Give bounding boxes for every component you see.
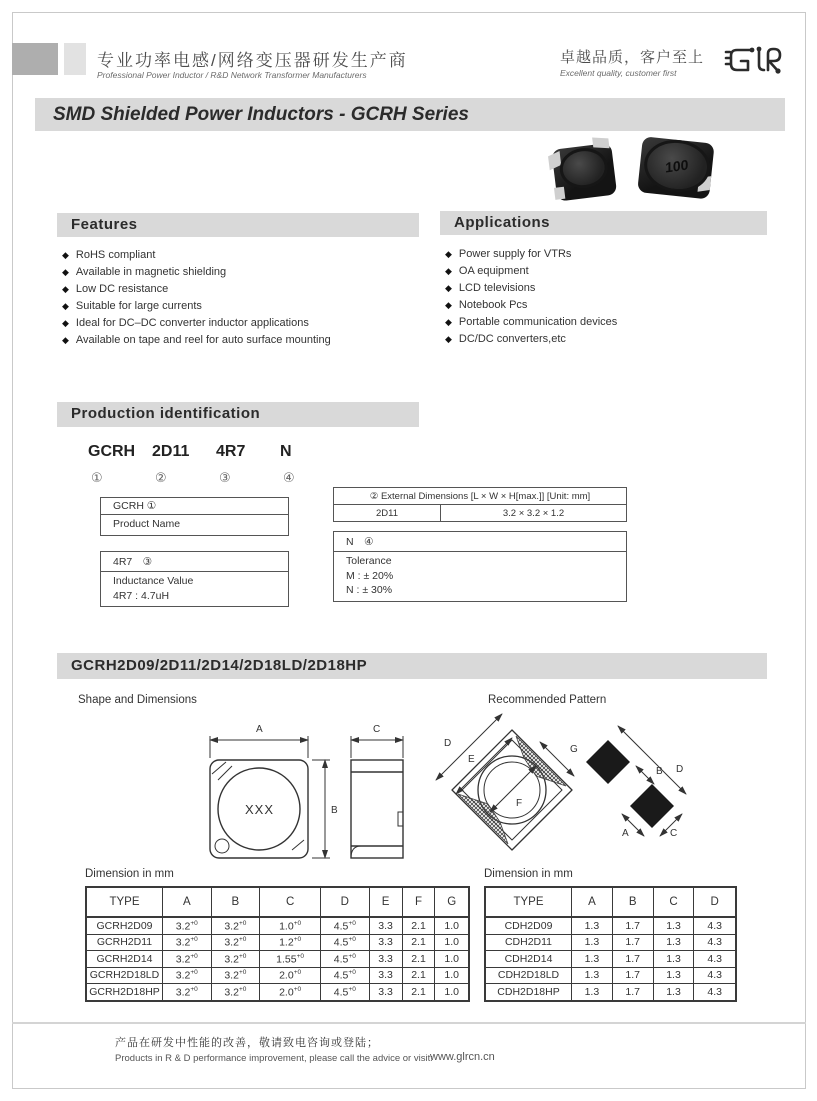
dim-label-c: C xyxy=(373,724,381,735)
dim-label-d: D xyxy=(444,738,452,749)
table-cell: 3.3 xyxy=(369,967,402,984)
diamond-bullet-icon: ◆ xyxy=(445,249,452,259)
table-cell: GCRH2D14 xyxy=(86,951,163,968)
page-title: SMD Shielded Power Inductors - GCRH Series xyxy=(53,104,469,125)
table-cell: $2.0^{+0}$ xyxy=(260,984,321,1001)
table-cell: GCRH2D18LD xyxy=(86,967,163,984)
table-cell: CDH2D18HP xyxy=(485,984,572,1001)
table-cell: $1.55^{+0}$ xyxy=(260,951,321,968)
pattern-label-a: A xyxy=(622,828,629,839)
table-cell: 4.3 xyxy=(694,917,736,934)
column-header: E xyxy=(369,887,402,917)
list-item-text: Notebook Pcs xyxy=(458,299,528,311)
code-part-text: 2D11 xyxy=(152,443,190,460)
table-row xyxy=(86,967,469,984)
table-row xyxy=(86,934,469,951)
product-photo-left xyxy=(546,134,623,206)
footer-note-cn: 产品在研发中性能的改善，敬请致电咨询或登陆； xyxy=(115,1037,379,1049)
inductor-marking: 100 xyxy=(665,156,689,176)
recommended-pattern-label: Recommended Pattern xyxy=(488,694,607,706)
table-cell: 1.0 xyxy=(435,967,469,984)
pattern-label-b: B xyxy=(656,766,663,777)
column-header: D xyxy=(694,887,736,917)
company-name-en: Professional Power Inductor / R&D Network Transformer Manufacturers xyxy=(97,70,367,80)
glr-logo-icon xyxy=(722,40,784,86)
table-cell: 3.3 xyxy=(369,934,402,951)
table-cell: $3.2^{+0}$ xyxy=(163,934,212,951)
table-cell: 1.0 xyxy=(435,934,469,951)
list-item xyxy=(445,297,617,314)
table-cell: $3.2^{+0}$ xyxy=(163,984,212,1001)
list-item xyxy=(445,314,617,331)
table-row xyxy=(86,984,469,1001)
table-cell: 1.3 xyxy=(653,984,694,1001)
diamond-bullet-icon: ◆ xyxy=(62,267,69,277)
recommended-pattern-diagram xyxy=(556,702,731,870)
table-cell: 4.3 xyxy=(694,984,736,1001)
column-header: F xyxy=(402,887,435,917)
series-heading: GCRH2D09/2D11/2D14/2D18LD/2D18HP xyxy=(71,657,368,674)
table-cell: 4.3 xyxy=(694,967,736,984)
diamond-bullet-icon: ◆ xyxy=(445,317,452,327)
tolerance-line3: N : ± 30% xyxy=(346,584,393,596)
inductance-box-line1: Inductance Value xyxy=(113,575,194,587)
shape-dimensions-label: Shape and Dimensions xyxy=(78,694,197,706)
table-cell: $1.2^{+0}$ xyxy=(260,934,321,951)
table-cell: $4.5^{+0}$ xyxy=(321,984,370,1001)
table-cell: $3.2^{+0}$ xyxy=(211,917,260,934)
applications-list xyxy=(445,246,617,348)
list-item-text: Available on tape and reel for auto surface mounting xyxy=(75,334,331,346)
list-item-text: OA equipment xyxy=(458,265,529,277)
code-part-text: GCRH xyxy=(88,443,136,460)
features-list xyxy=(62,247,331,349)
marking-placeholder: XXX xyxy=(245,802,275,817)
external-dimensions-value: 3.2 × 3.2 × 1.2 xyxy=(502,507,565,519)
column-header: C xyxy=(260,887,321,917)
column-header: D xyxy=(321,887,370,917)
table-row xyxy=(485,951,736,968)
list-item-text: DC/DC converters,etc xyxy=(458,333,566,345)
external-dimensions-code: 2D11 xyxy=(334,505,441,521)
inductance-box-title: 4R7 ③ xyxy=(101,552,288,572)
table-cell: 1.0 xyxy=(435,984,469,1001)
table-cell: 1.3 xyxy=(572,934,613,951)
slogan-cn: 卓越品质，客户至上 xyxy=(560,49,705,66)
list-item xyxy=(62,332,331,349)
tolerance-box-title: N ④ xyxy=(334,532,626,552)
table-cell: 1.7 xyxy=(612,917,653,934)
diamond-bullet-icon: ◆ xyxy=(62,284,69,294)
series-heading-bar xyxy=(57,653,767,679)
table-cell: 1.0 xyxy=(435,951,469,968)
code-part-text: N xyxy=(280,443,292,460)
header-row xyxy=(485,887,736,917)
table-cell: 2.1 xyxy=(402,917,435,934)
list-item-text: Ideal for DC–DC converter inductor applications xyxy=(75,317,309,329)
list-item-text: Portable communication devices xyxy=(458,316,618,328)
table-cell: $1.0^{+0}$ xyxy=(260,917,321,934)
table-row xyxy=(86,917,469,934)
code-part xyxy=(280,443,344,486)
production-id-heading-bar xyxy=(57,402,419,427)
table-cell: 1.7 xyxy=(612,984,653,1001)
column-header: TYPE xyxy=(86,887,163,917)
list-item xyxy=(445,263,617,280)
code-part-number: ① xyxy=(91,470,103,485)
list-item xyxy=(445,280,617,297)
table-cell: 1.3 xyxy=(653,934,694,951)
code-part xyxy=(88,443,152,486)
list-item xyxy=(62,247,331,264)
list-item xyxy=(62,264,331,281)
list-item xyxy=(445,246,617,263)
table-cell: GCRH2D11 xyxy=(86,934,163,951)
table-cell: 1.3 xyxy=(653,951,694,968)
column-header: TYPE xyxy=(485,887,572,917)
list-item xyxy=(62,281,331,298)
table-cell: $2.0^{+0}$ xyxy=(260,967,321,984)
tolerance-line2: M : ± 20% xyxy=(346,569,394,582)
list-item-text: Suitable for large currents xyxy=(75,300,202,312)
diamond-bullet-icon: ◆ xyxy=(62,335,69,345)
table-row xyxy=(86,951,469,968)
applications-heading: Applications xyxy=(454,214,551,231)
document-title-bar xyxy=(35,98,785,131)
table-cell: $4.5^{+0}$ xyxy=(321,917,370,934)
table-cell: $4.5^{+0}$ xyxy=(321,934,370,951)
company-name-cn: 专业功率电感/网络变压器研发生产商 xyxy=(97,51,408,70)
code-part-number: ② xyxy=(155,470,167,485)
column-header: B xyxy=(612,887,653,917)
diamond-bullet-icon: ◆ xyxy=(445,334,452,344)
pattern-label-d: D xyxy=(676,764,684,775)
code-part-text: 4R7 xyxy=(216,443,246,460)
list-item xyxy=(445,331,617,348)
table-cell: $3.2^{+0}$ xyxy=(163,951,212,968)
column-header: G xyxy=(435,887,469,917)
footer-divider xyxy=(12,1022,806,1024)
list-item-text: Low DC resistance xyxy=(75,283,169,295)
dim-label-e: E xyxy=(468,754,475,765)
pattern-label-c: C xyxy=(670,828,678,839)
tolerance-box xyxy=(333,531,627,602)
table-cell: 1.7 xyxy=(612,967,653,984)
external-dimensions-box xyxy=(333,487,627,522)
dim-label-b: B xyxy=(331,805,338,816)
product-code-line xyxy=(88,443,344,486)
features-heading-bar xyxy=(57,213,419,237)
table-cell: GCRH2D09 xyxy=(86,917,163,934)
dim-label-f: F xyxy=(516,798,523,809)
code-part xyxy=(216,443,280,486)
inductance-box xyxy=(100,551,289,607)
column-header: C xyxy=(653,887,694,917)
list-item xyxy=(62,315,331,332)
applications-heading-bar xyxy=(440,211,767,235)
left-table-caption: Dimension in mm xyxy=(85,868,174,880)
footer-note-en: Products in R & D performance improvement, please call the advice or visit: xyxy=(115,1053,433,1064)
code-part xyxy=(152,443,216,486)
diamond-bullet-icon: ◆ xyxy=(445,266,452,276)
diamond-bullet-icon: ◆ xyxy=(445,283,452,293)
tolerance-line1: Tolerance xyxy=(346,555,392,567)
table-cell: $4.5^{+0}$ xyxy=(321,951,370,968)
table-cell: $4.5^{+0}$ xyxy=(321,967,370,984)
right-table-caption: Dimension in mm xyxy=(484,868,573,880)
column-header: A xyxy=(572,887,613,917)
header-row xyxy=(86,887,469,917)
column-header: A xyxy=(163,887,212,917)
table-cell: $3.2^{+0}$ xyxy=(211,951,260,968)
list-item xyxy=(62,298,331,315)
table-cell: 1.7 xyxy=(612,951,653,968)
list-item-text: Power supply for VTRs xyxy=(458,248,572,260)
table-cell: 1.3 xyxy=(572,917,613,934)
table-row xyxy=(485,984,736,1001)
dim-label-a: A xyxy=(256,724,263,735)
production-id-heading: Production identification xyxy=(71,405,261,422)
table-cell: 1.7 xyxy=(612,934,653,951)
table-cell: 2.1 xyxy=(402,984,435,1001)
list-item-text: LCD televisions xyxy=(458,282,536,294)
table-cell: CDH2D14 xyxy=(485,951,572,968)
diamond-bullet-icon: ◆ xyxy=(62,250,69,260)
table-row xyxy=(485,967,736,984)
table-cell: 2.1 xyxy=(402,967,435,984)
table-cell: 1.0 xyxy=(435,917,469,934)
table-cell: $3.2^{+0}$ xyxy=(211,967,260,984)
diamond-bullet-icon: ◆ xyxy=(445,300,452,310)
table-cell: CDH2D09 xyxy=(485,917,572,934)
code-part-number: ③ xyxy=(219,470,231,485)
top-view-diagram xyxy=(192,712,342,862)
table-cell: 1.3 xyxy=(572,984,613,1001)
table-cell: 1.3 xyxy=(653,967,694,984)
table-cell: 4.3 xyxy=(694,951,736,968)
code-part-number: ④ xyxy=(283,470,295,485)
table-cell: 3.3 xyxy=(369,951,402,968)
dim-label-g: G xyxy=(570,744,578,755)
header-light-square xyxy=(64,43,86,75)
inductance-box-line2: 4R7 : 4.7uH xyxy=(113,589,170,602)
list-item-text: RoHS compliant xyxy=(75,249,156,261)
product-photo-right xyxy=(631,130,723,205)
features-heading: Features xyxy=(71,216,138,233)
footer-url[interactable]: www.glrcn.cn xyxy=(430,1051,495,1063)
table-cell: 3.3 xyxy=(369,917,402,934)
table-cell: CDH2D11 xyxy=(485,934,572,951)
table-row xyxy=(485,917,736,934)
table-cell: $3.2^{+0}$ xyxy=(163,967,212,984)
slogan-en: Excellent quality, customer first xyxy=(560,68,677,78)
table-cell: 2.1 xyxy=(402,951,435,968)
table-cell: 3.3 xyxy=(369,984,402,1001)
table-cell: GCRH2D18HP xyxy=(86,984,163,1001)
diamond-bullet-icon: ◆ xyxy=(62,301,69,311)
external-dimensions-title: ② External Dimensions [L × W × H[max.]] [Unit: mm] xyxy=(334,488,626,505)
table-cell: 2.1 xyxy=(402,934,435,951)
list-item-text: Available in magnetic shielding xyxy=(75,266,227,278)
product-name-box-line: Product Name xyxy=(113,518,181,530)
header-dark-square xyxy=(12,43,58,75)
table-cell: 1.3 xyxy=(572,951,613,968)
gcrh-dimension-table xyxy=(85,886,470,1002)
table-cell: 1.3 xyxy=(653,917,694,934)
table-cell: $3.2^{+0}$ xyxy=(211,984,260,1001)
table-cell: 1.3 xyxy=(572,967,613,984)
table-cell: CDH2D18LD xyxy=(485,967,572,984)
table-row xyxy=(485,934,736,951)
column-header: B xyxy=(211,887,260,917)
product-name-box xyxy=(100,497,289,536)
product-name-box-title: GCRH ① xyxy=(101,498,288,515)
diamond-bullet-icon: ◆ xyxy=(62,318,69,328)
table-cell: 4.3 xyxy=(694,934,736,951)
cdh-dimension-table xyxy=(484,886,737,1002)
table-cell: $3.2^{+0}$ xyxy=(163,917,212,934)
table-cell: $3.2^{+0}$ xyxy=(211,934,260,951)
